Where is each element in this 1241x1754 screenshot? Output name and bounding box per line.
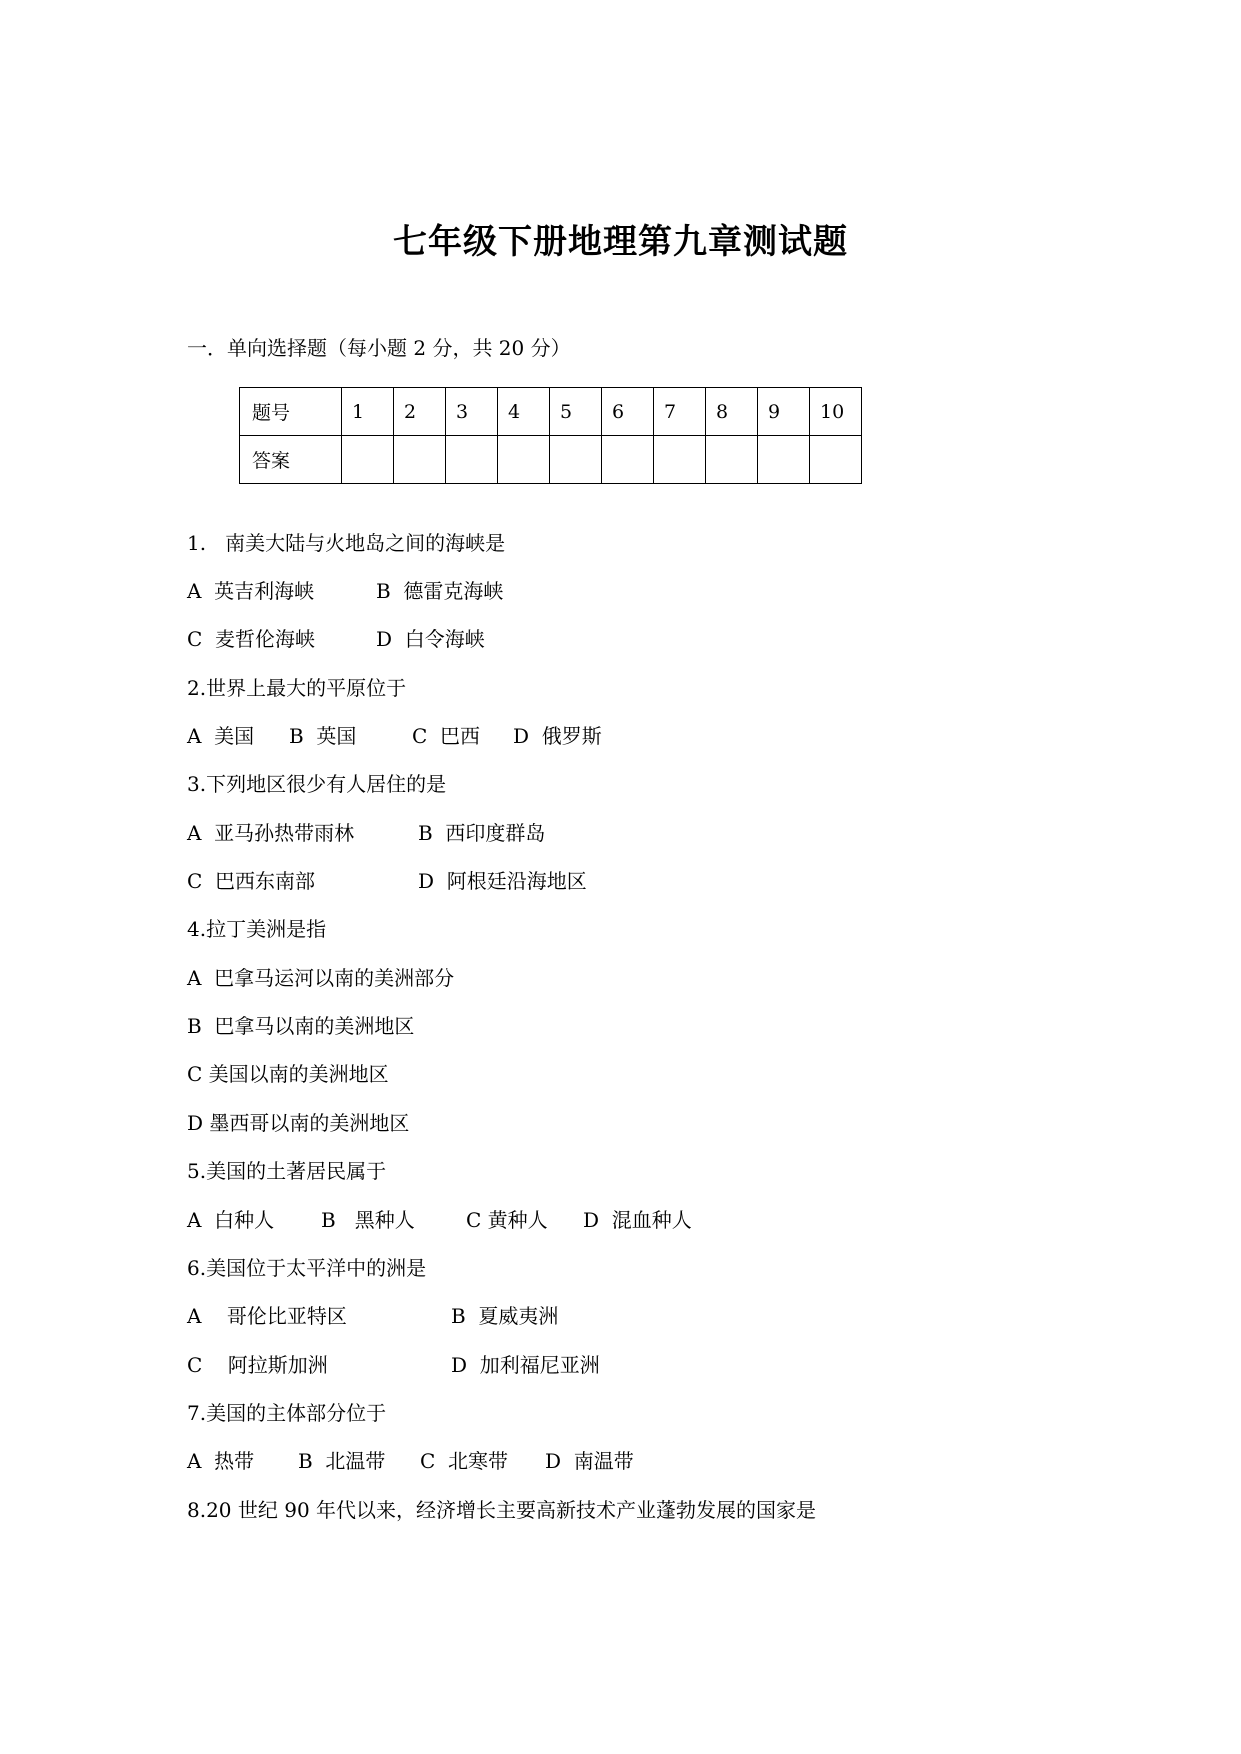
question-1-option-b: B 德雷克海峡 (376, 579, 504, 603)
question-8-stem: 8.20 世纪 90 年代以来，经济增长主要高新技术产业蓬勃发展的国家是 (187, 1498, 817, 1522)
question-number-cell: 9 (758, 388, 810, 436)
answer-cell[interactable] (342, 436, 394, 484)
question-7-option-c: C 北寒带 (420, 1449, 509, 1473)
question-3-stem: 3.下列地区很少有人居住的是 (187, 772, 447, 796)
question-7-option-d: D 南温带 (545, 1449, 634, 1473)
question-5-option-c: C 黄种人 (466, 1208, 548, 1232)
question-number-cell: 8 (706, 388, 758, 436)
question-5-option-b: B 黑种人 (321, 1208, 415, 1232)
question-5-option-a: A 白种人 (187, 1208, 275, 1232)
question-number-cell: 4 (498, 388, 550, 436)
question-number-cell: 10 (810, 388, 862, 436)
section-heading: 一．单向选择题（每小题 2 分，共 20 分） (187, 336, 571, 360)
question-3-option-a: A 亚马孙热带雨林 (187, 821, 355, 845)
question-1-option-c: C 麦哲伦海峡 (187, 627, 316, 651)
question-3-option-d: D 阿根廷沿海地区 (418, 869, 587, 893)
question-4-stem: 4.拉丁美洲是指 (187, 917, 327, 941)
answer-cell[interactable] (706, 436, 758, 484)
question-number-cell: 6 (602, 388, 654, 436)
question-number-cell: 5 (550, 388, 602, 436)
question-3-option-c: C 巴西东南部 (187, 869, 316, 893)
question-6-option-c: C 阿拉斯加洲 (187, 1353, 328, 1377)
question-number-cell: 3 (446, 388, 498, 436)
question-6-option-b: B 夏威夷洲 (451, 1304, 559, 1328)
table-row (240, 436, 862, 484)
question-2-option-d: D 俄罗斯 (513, 724, 602, 748)
answer-cell[interactable] (550, 436, 602, 484)
question-4-option-a: A 巴拿马运河以南的美洲部分 (187, 966, 455, 990)
question-4-option-d: D 墨西哥以南的美洲地区 (187, 1111, 410, 1135)
question-1-option-a: A 英吉利海峡 (187, 579, 315, 603)
answer-cell[interactable] (446, 436, 498, 484)
question-6-stem: 6.美国位于太平洋中的洲是 (187, 1256, 427, 1280)
question-2-option-a: A 美国 (187, 724, 255, 748)
question-4-option-c: C 美国以南的美洲地区 (187, 1062, 389, 1086)
table-header-cell: 答案 (240, 436, 342, 484)
question-2-stem: 2.世界上最大的平原位于 (187, 676, 407, 700)
answer-cell[interactable] (758, 436, 810, 484)
answer-cell[interactable] (810, 436, 862, 484)
answer-cell[interactable] (602, 436, 654, 484)
answer-cell[interactable] (498, 436, 550, 484)
page-title: 七年级下册地理第九章测试题 (393, 222, 848, 262)
answer-table (239, 387, 862, 484)
question-number-cell: 7 (654, 388, 706, 436)
question-7-option-b: B 北温带 (298, 1449, 386, 1473)
question-4-option-b: B 巴拿马以南的美洲地区 (187, 1014, 415, 1038)
question-3-option-b: B 西印度群岛 (418, 821, 546, 845)
question-1-stem: 1. 南美大陆与火地岛之间的海峡是 (187, 531, 506, 555)
question-number-cell: 1 (342, 388, 394, 436)
table-row (240, 388, 862, 436)
question-5-stem: 5.美国的土著居民属于 (187, 1159, 387, 1183)
question-6-option-d: D 加利福尼亚洲 (451, 1353, 600, 1377)
question-2-option-c: C 巴西 (412, 724, 481, 748)
answer-cell[interactable] (654, 436, 706, 484)
question-7-option-a: A 热带 (187, 1449, 255, 1473)
question-number-cell: 2 (394, 388, 446, 436)
question-7-stem: 7.美国的主体部分位于 (187, 1401, 387, 1425)
question-6-option-a: A 哥伦比亚特区 (187, 1304, 347, 1328)
question-1-option-d: D 白令海峡 (376, 627, 485, 651)
table-header-cell: 题号 (240, 388, 342, 436)
question-5-option-d: D 混血种人 (583, 1208, 692, 1232)
answer-cell[interactable] (394, 436, 446, 484)
question-2-option-b: B 英国 (289, 724, 357, 748)
